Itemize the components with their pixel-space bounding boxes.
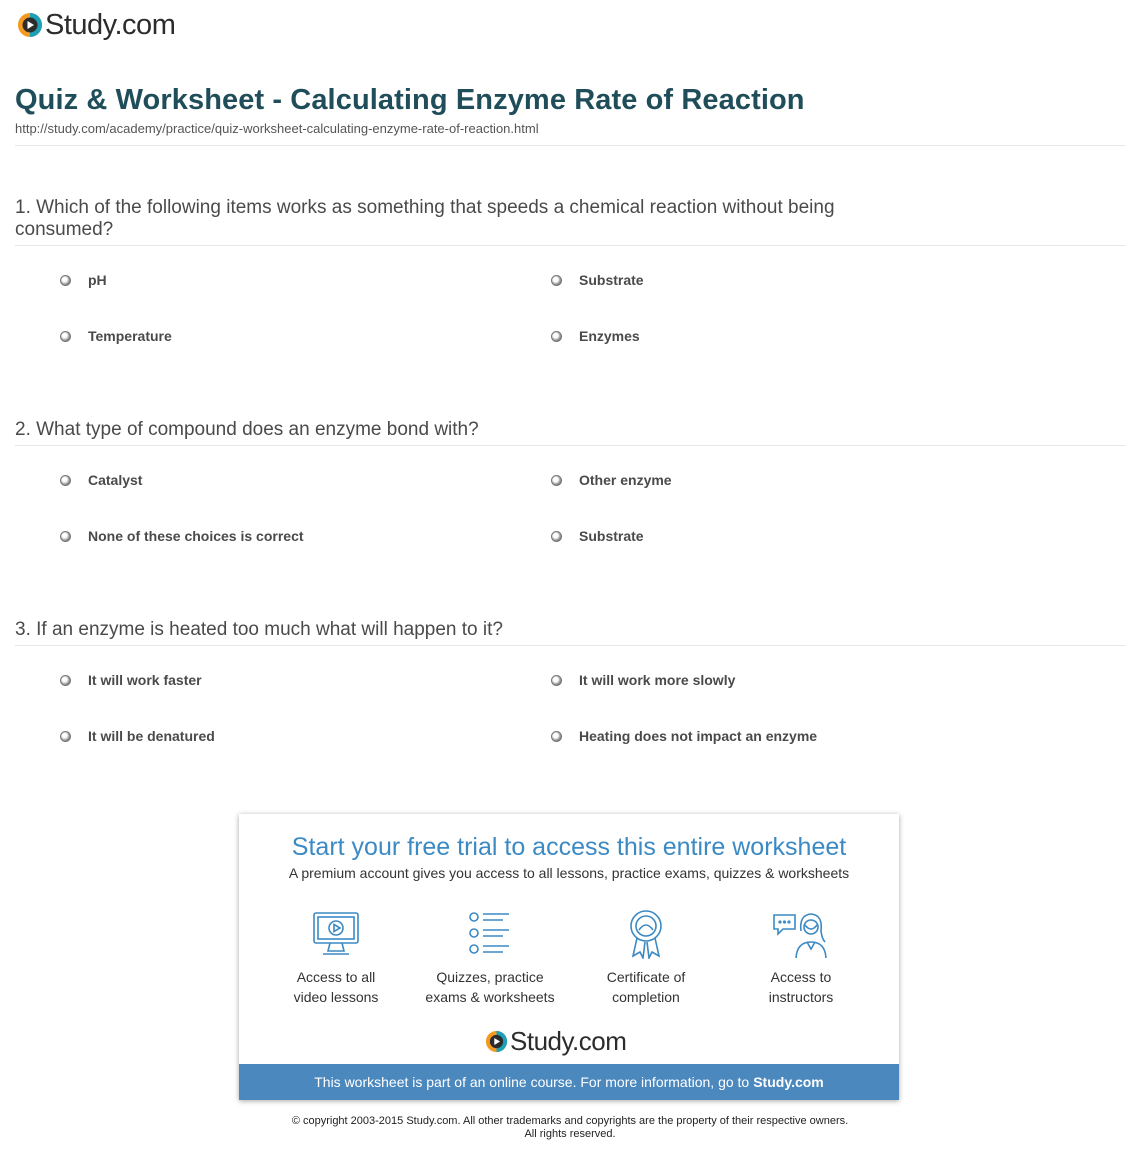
monitor-play-icon — [311, 909, 361, 959]
q2-option-c[interactable] — [60, 528, 304, 544]
certificate-ribbon-icon — [621, 909, 671, 959]
course-info-text: This worksheet is part of an online course. For more information, go to — [314, 1074, 750, 1090]
feature-label-line2: completion — [612, 989, 680, 1005]
option-label: None of these choices is correct — [88, 528, 304, 544]
option-label: Enzymes — [579, 328, 640, 344]
feature-quizzes — [415, 909, 565, 1007]
checklist-icon — [465, 909, 515, 959]
question-3-text: 3. If an enzyme is heated too much what will happen to it? — [15, 619, 503, 640]
q1-option-c[interactable] — [60, 328, 172, 344]
option-label: Substrate — [579, 272, 644, 288]
question-2-text: 2. What type of compound does an enzyme bond with? — [15, 419, 479, 440]
q3-option-a[interactable] — [60, 672, 202, 688]
feature-certificate — [571, 909, 721, 1007]
logo-text: Study.com — [510, 1026, 627, 1056]
feature-label-line2: exams & worksheets — [425, 989, 555, 1005]
free-trial-card[interactable] — [239, 814, 899, 1100]
radio-button[interactable] — [60, 331, 71, 342]
q3-option-d[interactable] — [551, 728, 817, 744]
option-label: Substrate — [579, 528, 644, 544]
divider — [15, 145, 1125, 146]
radio-button[interactable] — [551, 531, 562, 542]
divider — [15, 445, 1125, 446]
divider — [15, 245, 1125, 246]
feature-label-line1: Access to — [770, 969, 832, 985]
divider — [15, 645, 1125, 646]
option-label: pH — [88, 272, 107, 288]
q2-option-a[interactable] — [60, 472, 142, 488]
radio-button[interactable] — [60, 475, 71, 486]
question-1-text: 1. Which of the following items works as something that speeds a chemical reaction without being consumed? — [15, 197, 835, 240]
copyright-footer — [0, 1115, 1140, 1141]
radio-button[interactable] — [60, 731, 71, 742]
radio-button[interactable] — [60, 675, 71, 686]
option-label: Catalyst — [88, 472, 143, 488]
option-label: Other enzyme — [579, 472, 672, 488]
feature-label-line1: Certificate of — [606, 969, 686, 985]
radio-button[interactable] — [551, 475, 562, 486]
page-title: Quiz & Worksheet - Calculating Enzyme Rate of Reaction — [15, 84, 805, 116]
option-label: It will be denatured — [88, 728, 215, 744]
course-info-bar — [239, 1064, 899, 1100]
study-logo-icon — [17, 12, 43, 38]
free-trial-heading[interactable]: Start your free trial to access this entire worksheet — [291, 833, 847, 861]
feature-label-line2: video lessons — [293, 989, 379, 1005]
rights-line: All rights reserved. — [524, 1128, 616, 1140]
feature-label-line1: Quizzes, practice — [436, 969, 544, 985]
card-logo[interactable] — [485, 1026, 626, 1056]
feature-label-line2: instructors — [768, 989, 834, 1005]
free-trial-subheading: A premium account gives you access to all lessons, practice exams, quizzes & worksheets — [288, 865, 850, 881]
copyright-line: © copyright 2003-2015 Study.com. All other trademarks and copyrights are the property of their respective owners. — [291, 1115, 849, 1127]
q2-option-b[interactable] — [551, 472, 672, 488]
q1-option-b[interactable] — [551, 272, 644, 288]
feature-video-lessons — [261, 909, 411, 1007]
q1-option-a[interactable] — [60, 272, 107, 288]
radio-button[interactable] — [60, 531, 71, 542]
q1-option-d[interactable] — [551, 328, 640, 344]
radio-button[interactable] — [60, 275, 71, 286]
page-url: http://study.com/academy/practice/quiz-worksheet-calculating-enzyme-rate-of-reaction.html — [15, 121, 539, 136]
q2-option-d[interactable] — [551, 528, 644, 544]
option-label: Temperature — [88, 328, 172, 344]
logo-text: Study.com — [45, 9, 176, 41]
option-label: It will work more slowly — [579, 672, 736, 688]
study-logo-icon — [485, 1030, 508, 1053]
option-label: It will work faster — [88, 672, 202, 688]
option-label: Heating does not impact an enzyme — [579, 728, 818, 744]
study-link[interactable]: Study.com — [753, 1074, 824, 1090]
feature-instructors — [726, 909, 876, 1007]
q3-option-b[interactable] — [551, 672, 735, 688]
q3-option-c[interactable] — [60, 728, 215, 744]
instructor-chat-icon — [771, 909, 831, 959]
radio-button[interactable] — [551, 675, 562, 686]
radio-button[interactable] — [551, 731, 562, 742]
radio-button[interactable] — [551, 275, 562, 286]
site-logo[interactable] — [17, 10, 175, 40]
radio-button[interactable] — [551, 331, 562, 342]
feature-label-line1: Access to all — [296, 969, 376, 985]
